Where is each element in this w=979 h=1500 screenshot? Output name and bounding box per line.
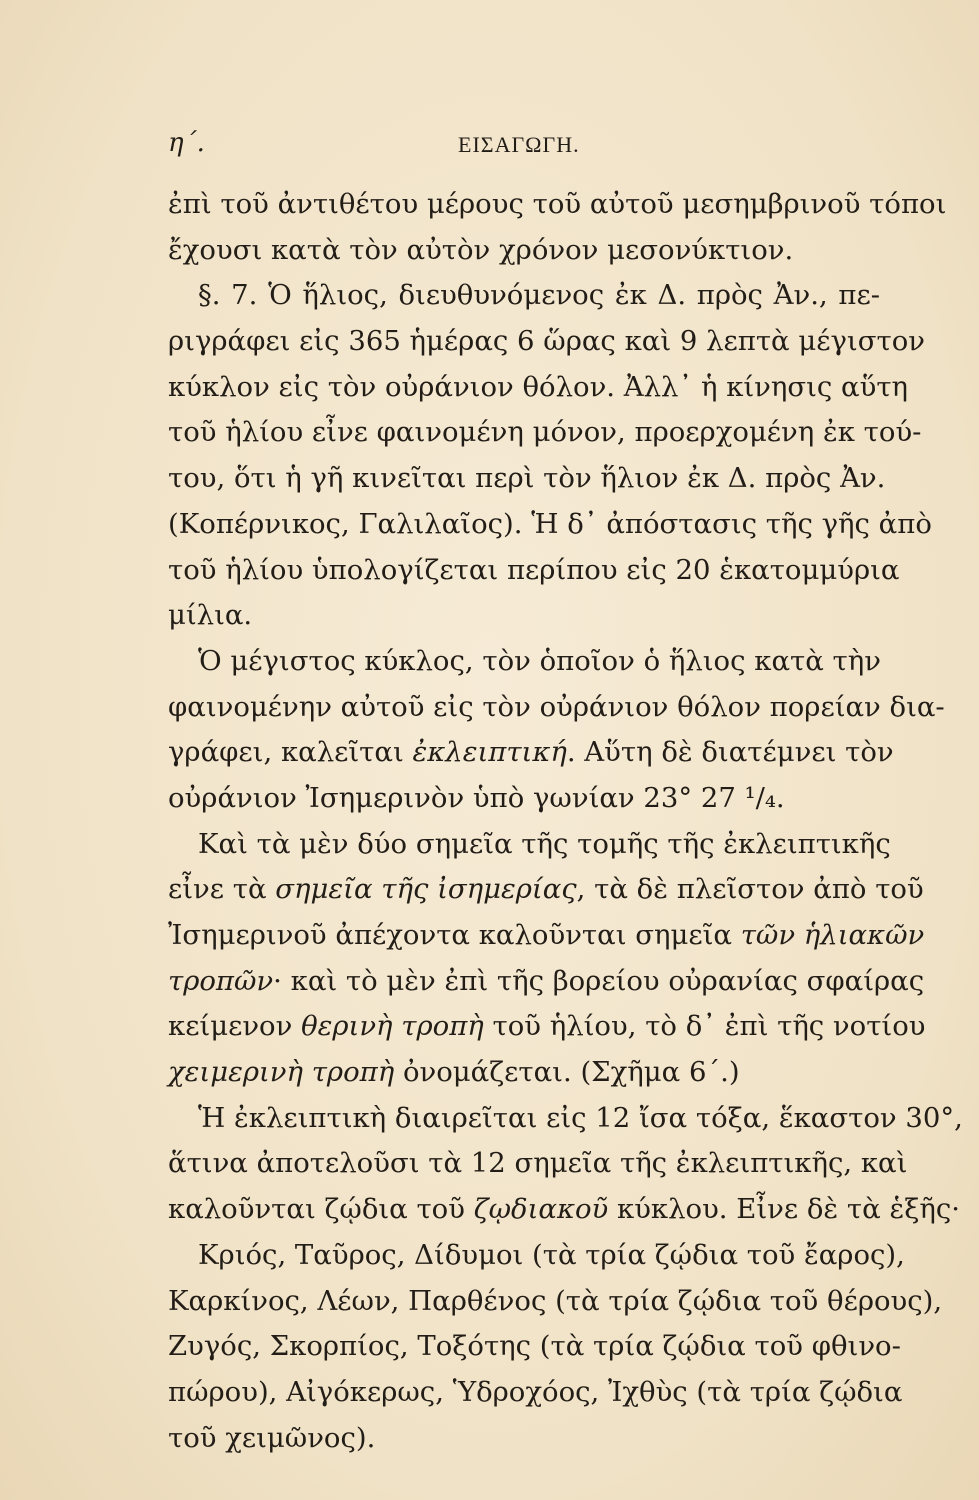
text-line: Καρκίνος, Λέων, Παρθένος (τὰ τρία ζῴδια τοῦ θέρους),	[168, 1284, 943, 1317]
running-title: ΕΙΣΑΓΩΓΗ.	[458, 132, 580, 157]
text-line: καλοῦνται ζῴδια τοῦ ζῳδιακοῦ κύκλου. Εἶνε δὲ τὰ ἑξῆς·	[168, 1193, 960, 1226]
text-line: του, ὅτι ἡ γῆ κινεῖται περὶ τὸν ἥλιον ἐκ Δ. πρὸς Ἀν.	[168, 462, 886, 495]
text-line: (Κοπέρνικος, Γαλιλαῖος). Ἡ δ᾽ ἀπόστασις τῆς γῆς ἀπὸ	[168, 507, 932, 540]
text-line: κείμενον θερινὴ τροπὴ τοῦ ἡλίου, τὸ δ᾽ ἐπὶ τῆς νοτίου	[168, 1010, 926, 1043]
text-line: γράφει, καλεῖται ἐκλειπτική. Αὕτη δὲ διατέμνει τὸν	[168, 736, 894, 769]
text-line: Καὶ τὰ μὲν δύο σημεῖα τῆς τομῆς τῆς ἐκλειπτικῆς	[198, 827, 891, 860]
text-line: κύκλον εἰς τὸν οὐράνιον θόλον. Ἀλλ᾽ ἡ κίνησις αὕτη	[168, 370, 909, 403]
page-number: η΄.	[168, 128, 205, 158]
text-line: ἔχουσι κατὰ τὸν αὐτὸν χρόνον μεσονύκτιον.	[168, 233, 794, 266]
text-line: Κριός, Ταῦρος, Δίδυμοι (τὰ τρία ζῴδια τοῦ ἔαρος),	[198, 1238, 905, 1271]
text-line: Ζυγός, Σκορπίος, Τοξότης (τὰ τρία ζῴδια τοῦ φθινο-	[168, 1330, 901, 1363]
text-line: χειμερινὴ τροπὴ ὀνομάζεται. (Σχῆμα 6΄.)	[168, 1056, 740, 1089]
text-line: §. 7. Ὁ ἥλιος, διευθυνόμενος ἐκ Δ. πρὸς Ἀν., πε-	[198, 279, 880, 312]
text-line: τοῦ ἡλίου ὑπολογίζεται περίπου εἰς 20 ἑκατομμύρια	[168, 553, 900, 586]
text-line: Ἡ ἐκλειπτικὴ διαιρεῖται εἰς 12 ἴσα τόξα, ἕκαστον 30°,	[198, 1101, 963, 1134]
text-line: μίλια.	[168, 599, 253, 632]
text-line: Ὁ μέγιστος κύκλος, τὸν ὁποῖον ὁ ἥλιος κατὰ τὴν	[198, 644, 881, 677]
page-header	[168, 128, 880, 168]
text-line: ἐπὶ τοῦ ἀντιθέτου μέρους τοῦ αὐτοῦ μεσημβρινοῦ τόποι	[168, 188, 947, 220]
text-line: ἅτινα ἀποτελοῦσι τὰ 12 σημεῖα τῆς ἐκλειπτικῆς, καὶ	[168, 1147, 908, 1180]
text-line: τοῦ χειμῶνος).	[168, 1421, 376, 1454]
text-line: εἶνε τὰ σημεῖα τῆς ἰσημερίας, τὰ δὲ πλεῖστον ἀπὸ τοῦ	[168, 873, 924, 906]
text-line: τοῦ ἡλίου εἶνε φαινομένη μόνον, προερχομένη ἐκ τού-	[168, 416, 922, 449]
text-line: ριγράφει εἰς 365 ἡμέρας 6 ὥρας καὶ 9 λεπτὰ μέγιστον	[168, 325, 925, 358]
text-line: φαινομένην αὐτοῦ εἰς τὸν οὐράνιον θόλον πορείαν δια-	[168, 690, 945, 723]
text-line: οὐράνιον Ἰσημερινὸν ὑπὸ γωνίαν 23° 27 ¹/₄.	[168, 781, 785, 814]
text-line: πώρου), Αἰγόκερως, Ὑδροχόος, Ἰχθὺς (τὰ τρία ζῴδια	[168, 1375, 903, 1408]
text-line: τροπῶν· καὶ τὸ μὲν ἐπὶ τῆς βορείου οὐρανίας σφαίρας	[168, 964, 925, 997]
text-line: Ἰσημερινοῦ ἀπέχοντα καλοῦνται σημεῖα τῶν ἡλιακῶν	[168, 919, 925, 951]
body-text	[168, 182, 963, 1461]
